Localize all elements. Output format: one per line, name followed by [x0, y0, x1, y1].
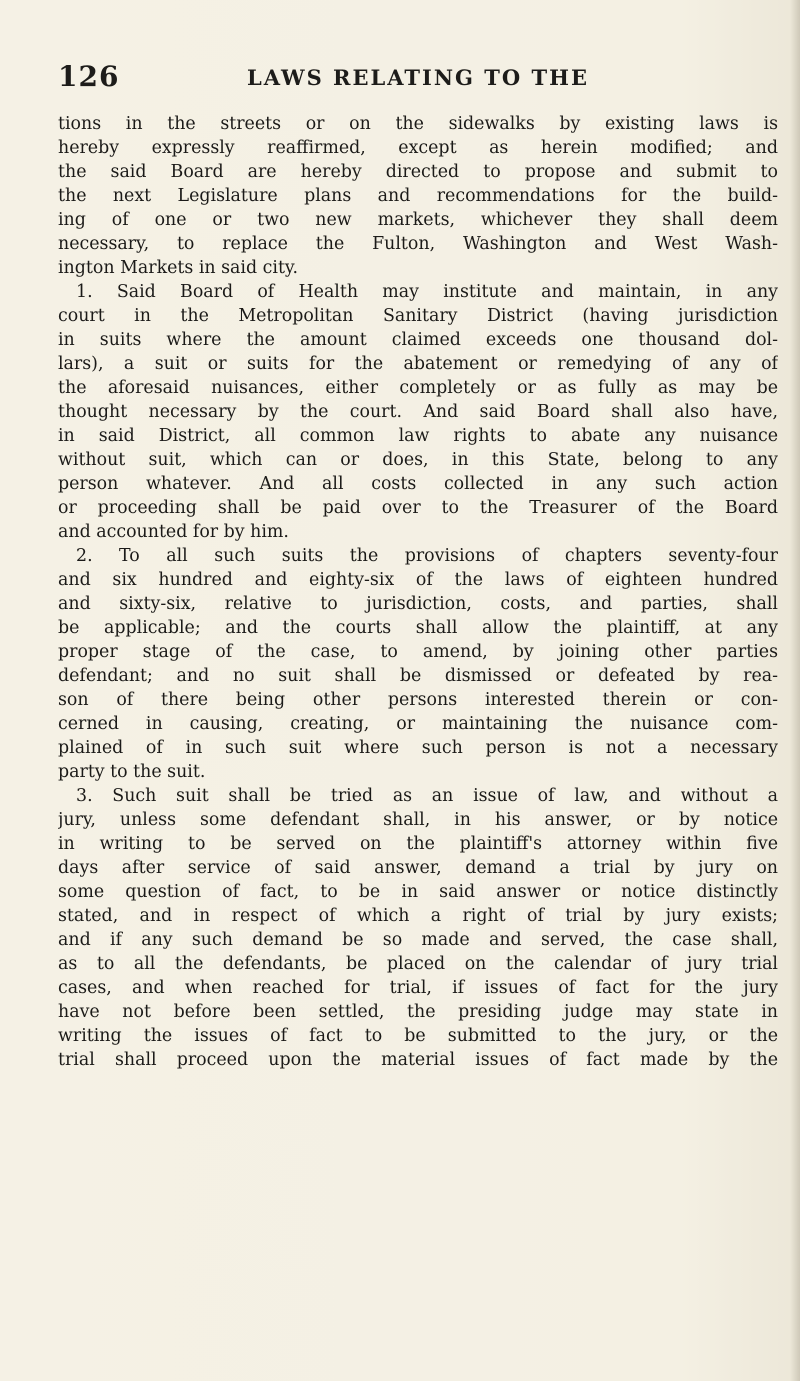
page-edge-shadow: [790, 0, 800, 1381]
paragraph-start-line: 3. Such suit shall be tried as an issue of law, and without a: [76, 786, 778, 806]
text-line: be applicable; and the courts shall allow the plaintiff, at any: [58, 618, 778, 638]
page-header: [58, 60, 778, 100]
body-text: [58, 112, 778, 1072]
text-line: without suit, which can or does, in this State, belong to any: [58, 450, 778, 470]
text-line: as to all the defendants, be placed on the calendar of jury trial: [58, 954, 778, 974]
text-line: son of there being other persons interested therein or con-: [58, 690, 778, 710]
paragraph-start-line: 1. Said Board of Health may institute and maintain, in any: [76, 282, 778, 302]
text-line: necessary, to replace the Fulton, Washington and West Wash-: [58, 234, 778, 254]
text-line: cerned in causing, creating, or maintaining the nuisance com-: [58, 714, 778, 734]
text-line: in writing to be served on the plaintiff's attorney within five: [58, 834, 778, 854]
text-line: ington Markets in said city.: [58, 258, 298, 278]
text-line: and accounted for by him.: [58, 522, 289, 542]
text-line: proper stage of the case, to amend, by joining other parties: [58, 642, 778, 662]
text-line: tions in the streets or on the sidewalks by existing laws is: [58, 114, 778, 134]
text-line: hereby expressly reaffirmed, except as herein modified; and: [58, 138, 778, 158]
page-number: 126: [58, 60, 120, 93]
text-line: and if any such demand be so made and served, the case shall,: [58, 930, 778, 950]
text-line: the said Board are hereby directed to propose and submit to: [58, 162, 778, 182]
text-line: and six hundred and eighty-six of the laws of eighteen hundred: [58, 570, 778, 590]
text-line: writing the issues of fact to be submitted to the jury, or the: [58, 1026, 778, 1046]
text-line: trial shall proceed upon the material issues of fact made by the: [58, 1050, 778, 1070]
text-line: the aforesaid nuisances, either completely or as fully as may be: [58, 378, 778, 398]
text-line: lars), a suit or suits for the abatement or remedying of any of: [58, 354, 778, 374]
text-line: person whatever. And all costs collected in any such action: [58, 474, 778, 494]
text-line: days after service of said answer, demand a trial by jury on: [58, 858, 778, 878]
running-head: LAWS RELATING TO THE: [246, 65, 590, 90]
text-line: court in the Metropolitan Sanitary District (having jurisdiction: [58, 306, 778, 326]
text-line: ing of one or two new markets, whichever they shall deem: [58, 210, 778, 230]
text-line: or proceeding shall be paid over to the Treasurer of the Board: [58, 498, 778, 518]
paragraph-start-line: 2. To all such suits the provisions of chapters seventy-four: [76, 546, 778, 566]
text-line: have not before been settled, the presiding judge may state in: [58, 1002, 778, 1022]
text-line: and sixty-six, relative to jurisdiction, costs, and parties, shall: [58, 594, 778, 614]
text-line: cases, and when reached for trial, if issues of fact for the jury: [58, 978, 778, 998]
text-line: some question of fact, to be in said answer or notice distinctly: [58, 882, 778, 902]
text-line: plained of in such suit where such person is not a necessary: [58, 738, 778, 758]
text-line: party to the suit.: [58, 762, 206, 782]
text-line: defendant; and no suit shall be dismissed or defeated by rea-: [58, 666, 778, 686]
text-line: the next Legislature plans and recommendations for the build-: [58, 186, 778, 206]
text-line: in said District, all common law rights to abate any nuisance: [58, 426, 778, 446]
text-line: stated, and in respect of which a right of trial by jury exists;: [58, 906, 778, 926]
text-line: in suits where the amount claimed exceeds one thousand dol-: [58, 330, 778, 350]
text-line: thought necessary by the court. And said Board shall also have,: [58, 402, 778, 422]
text-line: jury, unless some defendant shall, in his answer, or by notice: [58, 810, 778, 830]
